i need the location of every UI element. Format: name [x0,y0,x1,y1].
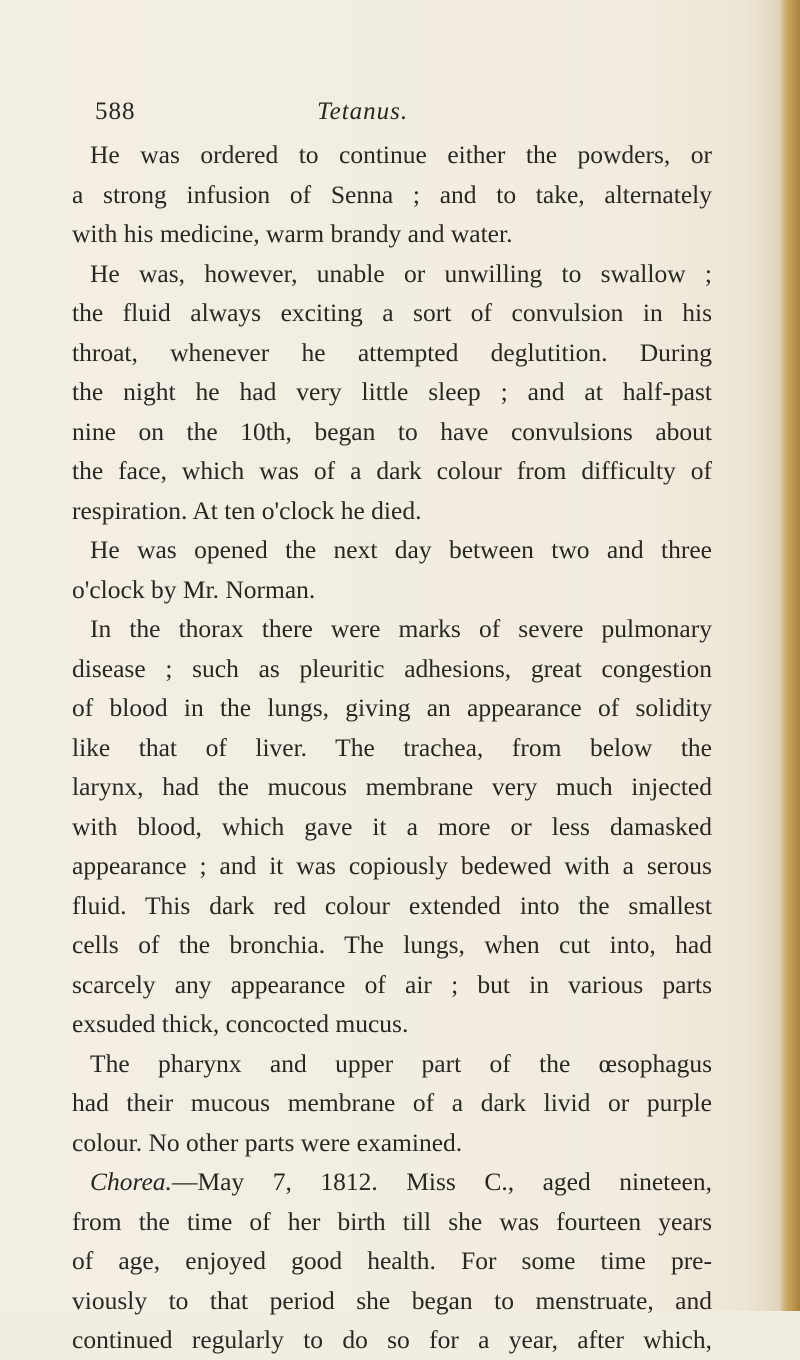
text-line: the face, which was of a dark colour from difficulty of [72,456,712,485]
text-line: the fluid always exciting a sort of convulsion in his [72,298,712,327]
text-line: nine on the 10th, began to have convulsions about [72,416,712,446]
text-line: from the time of her birth till she was fourteen years [72,1206,712,1236]
text-line: The pharynx and upper part of the œsophagus [90,1048,712,1078]
text-line: scarcely any appearance of air ; but in various parts [72,969,712,999]
page-edge [780,0,800,1311]
text-line: He was ordered to continue either the powders, or [90,140,712,169]
text-line: appearance ; and it was copiously bedewed with a serous [72,851,712,880]
text-line: He was opened the next day between two and three [90,535,712,564]
text-line: cells of the bronchia. The lungs, when cut into, had [72,930,712,959]
text-line: a strong infusion of Senna ; and to take, alternately [72,179,712,209]
running-title: Tetanus. [317,98,409,125]
text-line: viously to that period she began to menstruate, and [72,1285,712,1315]
text-line: respiration. At ten o'clock he died. [72,495,422,525]
text-line: with his medicine, warm brandy and water. [72,219,513,248]
text-line: of blood in the lungs, giving an appearance of solidity [72,693,712,722]
text-line: like that of liver. The trachea, from below the [72,732,712,762]
running-head [95,98,695,128]
text-line: with blood, which gave it a more or less damasked [72,811,712,841]
text-line: fluid. This dark red colour extended into the smallest [72,890,712,920]
text-line: He was, however, unable or unwilling to swallow ; [90,258,712,288]
text-line: throat, whenever he attempted deglutition. During [72,337,712,367]
text-line: larynx, had the mucous membrane very much injected [72,772,712,801]
body-text [72,135,712,1360]
text-line: of age, enjoyed good health. For some time pre- [72,1246,712,1275]
text-line: disease ; such as pleuritic adhesions, great congestion [72,653,712,683]
text-line: o'clock by Mr. Norman. [72,574,316,604]
text-line: exsuded thick, concocted mucus. [72,1009,409,1038]
text-line: continued regularly to do so for a year, after which, [72,1325,712,1354]
text-line: In the thorax there were marks of severe pulmonary [90,614,712,643]
chorea-heading: Chorea. [90,1167,172,1196]
chorea-line [72,1162,712,1202]
chorea-line-text: —May 7, 1812. Miss C., aged nineteen, [171,1167,712,1196]
text-line: had their mucous membrane of a dark livid or purple [72,1088,712,1117]
page-number: 588 [95,98,136,125]
text-line: the night he had very little sleep ; and at half-past [72,377,712,406]
text-line: colour. No other parts were examined. [72,1127,463,1157]
